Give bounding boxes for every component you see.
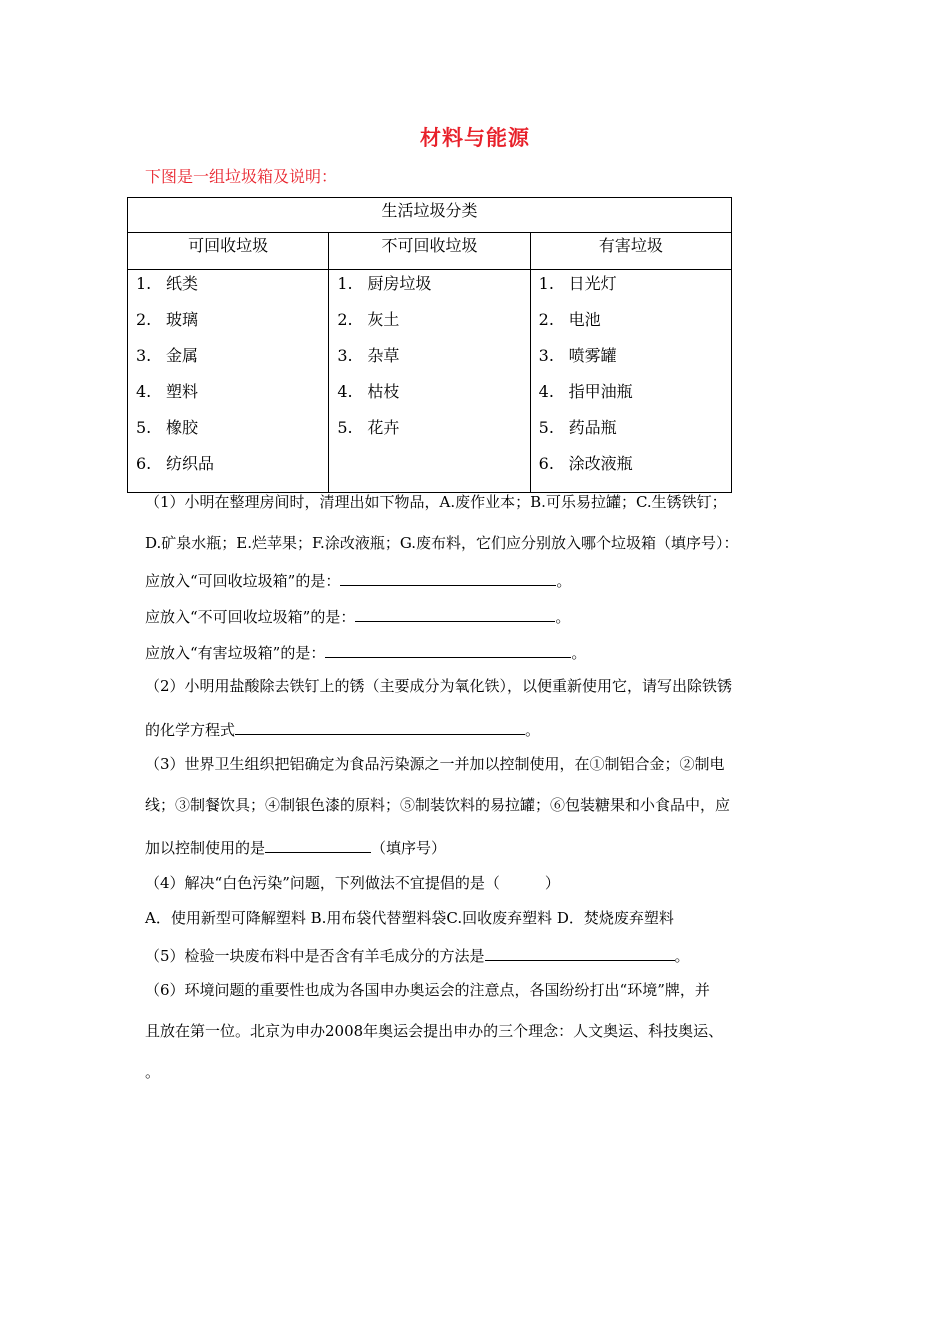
- list-item: 6. 涂改液瓶: [538, 454, 633, 473]
- hazardous-list: [530, 270, 731, 493]
- question-2-label: 的化学方程式: [145, 721, 236, 739]
- list-item: 5. 花卉: [337, 418, 400, 437]
- question-4-line-1: （4）解决“白色污染”问题，下列做法不宜提倡的是（ ）: [145, 874, 560, 892]
- question-1-hazardous: 应放入“有害垃圾箱”的是： 。: [145, 641, 586, 663]
- list-item: 5. 药品瓶: [538, 418, 617, 437]
- question-3-hint: （填序号）: [371, 839, 447, 857]
- list-item: 5. 橡胶: [136, 418, 199, 437]
- list-item: 1. 厨房垃圾: [337, 274, 432, 293]
- answer-blank-non-recyclable[interactable]: [355, 605, 555, 622]
- recyclable-list: [128, 270, 329, 493]
- question-1-non-recyclable: 应放入“不可回收垃圾箱”的是： 。: [145, 605, 570, 627]
- answer-blank-aluminium[interactable]: [265, 836, 371, 853]
- list-item: 6. 纺织品: [136, 454, 215, 473]
- list-item: 4. 指甲油瓶: [538, 382, 633, 401]
- question-1-hazardous-label: 应放入“有害垃圾箱”的是：: [145, 644, 326, 662]
- list-item: 1. 纸类: [136, 274, 199, 293]
- column-header-recyclable: 可回收垃圾: [128, 233, 329, 270]
- column-header-non-recyclable: 不可回收垃圾: [329, 233, 530, 270]
- list-item: 2. 玻璃: [136, 310, 199, 329]
- list-item: 4. 塑料: [136, 382, 199, 401]
- answer-blank-equation[interactable]: [235, 718, 525, 735]
- question-3-line-2: 线；③制餐饮具；④制银色漆的原料；⑤制装饮料的易拉罐；⑥包装糖果和小食品中，应: [145, 796, 731, 814]
- list-item: 3. 金属: [136, 346, 199, 365]
- question-5-label: （5）检验一块废布料中是否含有羊毛成分的方法是: [145, 947, 485, 965]
- list-item: 3. 杂草: [337, 346, 400, 365]
- intro-text: 下图是一组垃圾箱及说明：: [145, 167, 338, 186]
- question-1-line-1: （1）小明在整理房间时，清理出如下物品，A.废作业本；B.可乐易拉罐；C.生锈铁钉；: [145, 493, 727, 511]
- page-title: 材料与能源: [420, 126, 530, 150]
- question-1-recyclable: 应放入“可回收垃圾箱”的是： 。: [145, 569, 571, 591]
- question-2-line-1: （2）小明用盐酸除去铁钉上的锈（主要成分为氧化铁），以便重新使用它，请写出除铁锈: [145, 677, 733, 695]
- list-item: 4. 枯枝: [337, 382, 400, 401]
- column-header-hazardous: 有害垃圾: [530, 233, 731, 270]
- list-item: 1. 日光灯: [538, 274, 617, 293]
- question-6-line-3: 。: [145, 1063, 161, 1081]
- list-item: 2. 灰土: [337, 310, 400, 329]
- question-3-label: 加以控制使用的是: [145, 839, 266, 857]
- question-6-line-1: （6）环境问题的重要性也成为各国申办奥运会的注意点，各国纷纷打出“环境”牌，并: [145, 981, 710, 999]
- answer-blank-hazardous[interactable]: [325, 641, 571, 658]
- list-item: 3. 喷雾罐: [538, 346, 617, 365]
- garbage-classification-table: [127, 197, 732, 493]
- question-1-recyclable-label: 应放入“可回收垃圾箱”的是：: [145, 572, 341, 590]
- list-item: 2. 电池: [538, 310, 601, 329]
- question-2-line-2: 的化学方程式 。: [145, 718, 540, 740]
- question-3-line-1: （3）世界卫生组织把铝确定为食品污染源之一并加以控制使用，在①制铝合金；②制电: [145, 755, 725, 773]
- question-4-options: A．使用新型可降解塑料 B.用布袋代替塑料袋C.回收废弃塑料 D．焚烧废弃塑料: [145, 909, 674, 927]
- question-1-non-recyclable-label: 应放入“不可回收垃圾箱”的是：: [145, 608, 356, 626]
- table-caption: 生活垃圾分类: [128, 198, 732, 233]
- non-recyclable-list: [329, 270, 530, 493]
- question-3-line-3: [145, 836, 446, 858]
- question-1-line-2: D.矿泉水瓶；E.烂苹果；F.涂改液瓶；G.废布料，它们应分别放入哪个垃圾箱（填序号）：: [145, 534, 739, 552]
- question-5-line-1: （5）检验一块废布料中是否含有羊毛成分的方法是 。: [145, 944, 690, 966]
- question-6-line-2: 且放在第一位。北京为申办2008年奥运会提出申办的三个理念：人文奥运、科技奥运、: [145, 1022, 724, 1040]
- answer-blank-wool-test[interactable]: [485, 944, 675, 961]
- answer-blank-recyclable[interactable]: [340, 569, 556, 586]
